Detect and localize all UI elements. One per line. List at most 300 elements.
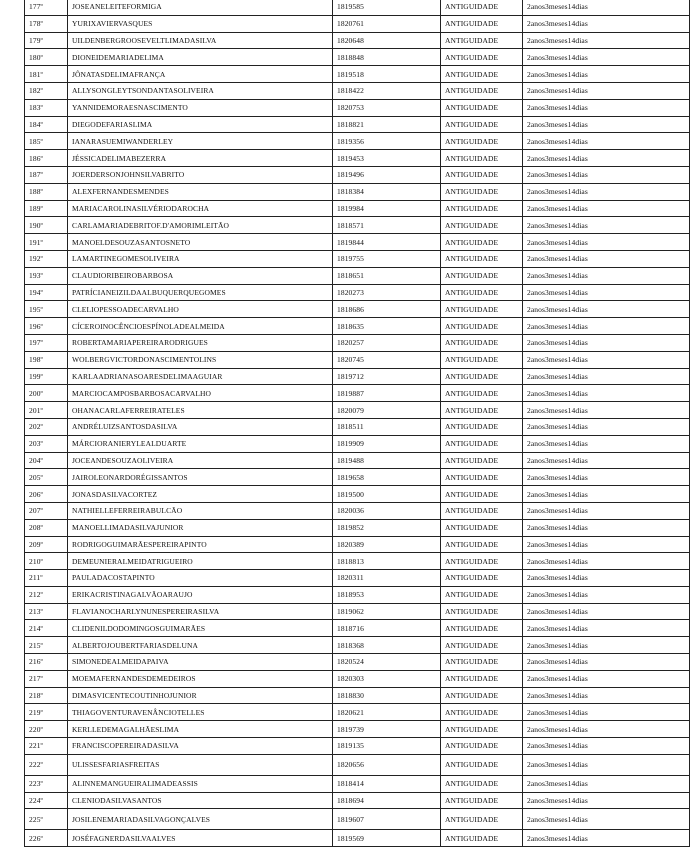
name-cell: ALLYSONGLEYTSONDANTASOLIVEIRA [68, 82, 333, 99]
service-time-cell: 2anos3meses14dias [523, 603, 690, 620]
registration-cell: 1820273 [333, 284, 441, 301]
position-cell: 220º [25, 721, 68, 738]
table-row [25, 250, 690, 267]
name-cell: SIMONEDEALMEIDAPAIVA [68, 654, 333, 671]
registration-cell: 1818635 [333, 318, 441, 335]
registration-cell: 1819496 [333, 166, 441, 183]
table-row [25, 368, 690, 385]
service-time-cell: 2anos3meses14dias [523, 670, 690, 687]
position-cell: 221º [25, 738, 68, 755]
registration-cell: 1819500 [333, 486, 441, 503]
criterion-cell: ANTIGUIDADE [441, 435, 523, 452]
service-time-cell: 2anos3meses14dias [523, 654, 690, 671]
table-row [25, 116, 690, 133]
service-time-cell: 2anos3meses14dias [523, 217, 690, 234]
service-time-cell: 2anos3meses14dias [523, 150, 690, 167]
service-time-cell: 2anos3meses14dias [523, 267, 690, 284]
name-cell: WOLBERGVICTORDONASCIMENTOLINS [68, 351, 333, 368]
criterion-cell: ANTIGUIDADE [441, 133, 523, 150]
service-time-cell: 2anos3meses14dias [523, 15, 690, 32]
registration-cell: 1819607 [333, 809, 441, 830]
criterion-cell: ANTIGUIDADE [441, 15, 523, 32]
table-row [25, 318, 690, 335]
criterion-cell: ANTIGUIDADE [441, 334, 523, 351]
criterion-cell: ANTIGUIDADE [441, 418, 523, 435]
criterion-cell: ANTIGUIDADE [441, 637, 523, 654]
service-time-cell: 2anos3meses14dias [523, 809, 690, 830]
registration-cell: 1819755 [333, 250, 441, 267]
registration-cell: 1818368 [333, 637, 441, 654]
table-row [25, 721, 690, 738]
criterion-cell: ANTIGUIDADE [441, 830, 523, 847]
position-cell: 219º [25, 704, 68, 721]
registration-cell: 1820761 [333, 15, 441, 32]
table-row [25, 553, 690, 570]
service-time-cell: 2anos3meses14dias [523, 738, 690, 755]
table-row [25, 418, 690, 435]
position-cell: 215º [25, 637, 68, 654]
position-cell: 204º [25, 452, 68, 469]
table-row [25, 385, 690, 402]
position-cell: 191º [25, 234, 68, 251]
service-time-cell: 2anos3meses14dias [523, 502, 690, 519]
service-time-cell: 2anos3meses14dias [523, 418, 690, 435]
service-time-cell: 2anos3meses14dias [523, 402, 690, 419]
service-time-cell: 2anos3meses14dias [523, 553, 690, 570]
service-time-cell: 2anos3meses14dias [523, 586, 690, 603]
service-time-cell: 2anos3meses14dias [523, 166, 690, 183]
service-time-cell: 2anos3meses14dias [523, 486, 690, 503]
registration-cell: 1818686 [333, 301, 441, 318]
position-cell: 180º [25, 49, 68, 66]
name-cell: JOSEANELEITEFORMIGA [68, 0, 333, 15]
name-cell: MOEMAFERNANDESDEMEDEIROS [68, 670, 333, 687]
service-time-cell: 2anos3meses14dias [523, 637, 690, 654]
criterion-cell: ANTIGUIDADE [441, 570, 523, 587]
registration-cell: 1820524 [333, 654, 441, 671]
service-time-cell: 2anos3meses14dias [523, 351, 690, 368]
criterion-cell: ANTIGUIDADE [441, 82, 523, 99]
name-cell: CLELIOPESSOADECARVALHO [68, 301, 333, 318]
service-time-cell: 2anos3meses14dias [523, 704, 690, 721]
criterion-cell: ANTIGUIDADE [441, 250, 523, 267]
table-row [25, 334, 690, 351]
service-time-cell: 2anos3meses14dias [523, 183, 690, 200]
table-row [25, 687, 690, 704]
name-cell: JOCEANDESOUZAOLIVEIRA [68, 452, 333, 469]
criterion-cell: ANTIGUIDADE [441, 754, 523, 775]
criterion-cell: ANTIGUIDADE [441, 351, 523, 368]
criterion-cell: ANTIGUIDADE [441, 809, 523, 830]
service-time-cell: 2anos3meses14dias [523, 0, 690, 15]
criterion-cell: ANTIGUIDADE [441, 502, 523, 519]
criterion-cell: ANTIGUIDADE [441, 519, 523, 536]
criterion-cell: ANTIGUIDADE [441, 654, 523, 671]
registration-cell: 1818651 [333, 267, 441, 284]
table-row [25, 66, 690, 83]
registration-cell: 1820311 [333, 570, 441, 587]
service-time-cell: 2anos3meses14dias [523, 792, 690, 809]
criterion-cell: ANTIGUIDADE [441, 385, 523, 402]
name-cell: IANARASUEMIWANDERLEY [68, 133, 333, 150]
name-cell: YURIXAVIERVASQUES [68, 15, 333, 32]
position-cell: 210º [25, 553, 68, 570]
service-time-cell: 2anos3meses14dias [523, 775, 690, 792]
position-cell: 223º [25, 775, 68, 792]
table-row [25, 402, 690, 419]
position-cell: 224º [25, 792, 68, 809]
name-cell: MANOELDESOUZASANTOSNETO [68, 234, 333, 251]
service-time-cell: 2anos3meses14dias [523, 469, 690, 486]
registration-cell: 1820745 [333, 351, 441, 368]
position-cell: 202º [25, 418, 68, 435]
registration-cell: 1819518 [333, 66, 441, 83]
service-time-cell: 2anos3meses14dias [523, 66, 690, 83]
service-time-cell: 2anos3meses14dias [523, 318, 690, 335]
registration-cell: 1819585 [333, 0, 441, 15]
position-cell: 214º [25, 620, 68, 637]
table-row [25, 99, 690, 116]
position-cell: 198º [25, 351, 68, 368]
table-row [25, 654, 690, 671]
service-time-cell: 2anos3meses14dias [523, 519, 690, 536]
service-time-cell: 2anos3meses14dias [523, 301, 690, 318]
table-row [25, 830, 690, 847]
registration-cell: 1818511 [333, 418, 441, 435]
table-row [25, 267, 690, 284]
service-time-cell: 2anos3meses14dias [523, 385, 690, 402]
criterion-cell: ANTIGUIDADE [441, 150, 523, 167]
table-row [25, 519, 690, 536]
service-time-cell: 2anos3meses14dias [523, 234, 690, 251]
name-cell: DIONEIDEMARIADELIMA [68, 49, 333, 66]
criterion-cell: ANTIGUIDADE [441, 687, 523, 704]
table-row [25, 792, 690, 809]
table-row [25, 486, 690, 503]
criterion-cell: ANTIGUIDADE [441, 99, 523, 116]
registration-cell: 1820656 [333, 754, 441, 775]
service-time-cell: 2anos3meses14dias [523, 435, 690, 452]
registration-cell: 1819135 [333, 738, 441, 755]
table-row [25, 284, 690, 301]
registration-cell: 1818571 [333, 217, 441, 234]
criterion-cell: ANTIGUIDADE [441, 32, 523, 49]
registration-cell: 1819984 [333, 200, 441, 217]
criterion-cell: ANTIGUIDADE [441, 486, 523, 503]
registration-cell: 1819887 [333, 385, 441, 402]
position-cell: 205º [25, 469, 68, 486]
criterion-cell: ANTIGUIDADE [441, 620, 523, 637]
criterion-cell: ANTIGUIDADE [441, 234, 523, 251]
table-row [25, 603, 690, 620]
table-row [25, 738, 690, 755]
criterion-cell: ANTIGUIDADE [441, 586, 523, 603]
name-cell: CLENIODASILVASANTOS [68, 792, 333, 809]
position-cell: 185º [25, 133, 68, 150]
registration-cell: 1818953 [333, 586, 441, 603]
name-cell: ALBERTOJOUBERTFARIASDELUNA [68, 637, 333, 654]
table-row [25, 301, 690, 318]
service-time-cell: 2anos3meses14dias [523, 368, 690, 385]
service-time-cell: 2anos3meses14dias [523, 32, 690, 49]
name-cell: JOERDERSONJOHNSILVABRITO [68, 166, 333, 183]
table-row [25, 704, 690, 721]
table-row [25, 570, 690, 587]
name-cell: NATHIELLEFERREIRABULCÃO [68, 502, 333, 519]
table-row [25, 166, 690, 183]
name-cell: JOSILENEMARIADASILVAGONÇALVES [68, 809, 333, 830]
position-cell: 207º [25, 502, 68, 519]
table-row [25, 620, 690, 637]
registration-cell: 1820079 [333, 402, 441, 419]
name-cell: ALEXFERNANDESMENDES [68, 183, 333, 200]
position-cell: 225º [25, 809, 68, 830]
name-cell: JÉSSICADELIMABEZERRA [68, 150, 333, 167]
criterion-cell: ANTIGUIDADE [441, 603, 523, 620]
name-cell: DIMASVICENTECOUTINHOJUNIOR [68, 687, 333, 704]
service-time-cell: 2anos3meses14dias [523, 250, 690, 267]
name-cell: YANNIDEMORAESNASCIMENTO [68, 99, 333, 116]
registration-cell: 1820036 [333, 502, 441, 519]
service-time-cell: 2anos3meses14dias [523, 82, 690, 99]
criterion-cell: ANTIGUIDADE [441, 301, 523, 318]
position-cell: 179º [25, 32, 68, 49]
position-cell: 226º [25, 830, 68, 847]
position-cell: 206º [25, 486, 68, 503]
position-cell: 182º [25, 82, 68, 99]
table-row [25, 217, 690, 234]
position-cell: 178º [25, 15, 68, 32]
registration-cell: 1820753 [333, 99, 441, 116]
registration-cell: 1820389 [333, 536, 441, 553]
name-cell: JÔNATASDELIMAFRANÇA [68, 66, 333, 83]
criterion-cell: ANTIGUIDADE [441, 792, 523, 809]
table-row [25, 502, 690, 519]
table-row [25, 49, 690, 66]
table-row [25, 435, 690, 452]
table-row [25, 200, 690, 217]
registration-cell: 1819852 [333, 519, 441, 536]
table-row [25, 15, 690, 32]
position-cell: 212º [25, 586, 68, 603]
position-cell: 201º [25, 402, 68, 419]
table-row [25, 775, 690, 792]
registration-cell: 1818422 [333, 82, 441, 99]
service-time-cell: 2anos3meses14dias [523, 620, 690, 637]
registration-cell: 1819909 [333, 435, 441, 452]
name-cell: ALINNEMANGUEIRALIMADEASSIS [68, 775, 333, 792]
criterion-cell: ANTIGUIDADE [441, 553, 523, 570]
criterion-cell: ANTIGUIDADE [441, 284, 523, 301]
registration-cell: 1819739 [333, 721, 441, 738]
service-time-cell: 2anos3meses14dias [523, 721, 690, 738]
table-row [25, 670, 690, 687]
position-cell: 193º [25, 267, 68, 284]
criterion-cell: ANTIGUIDADE [441, 402, 523, 419]
position-cell: 188º [25, 183, 68, 200]
table-row [25, 150, 690, 167]
table-row [25, 637, 690, 654]
table-row [25, 0, 690, 15]
name-cell: OHANACARLAFERREIRATELES [68, 402, 333, 419]
criterion-cell: ANTIGUIDADE [441, 738, 523, 755]
service-time-cell: 2anos3meses14dias [523, 200, 690, 217]
name-cell: MANOELLIMADASILVAJUNIOR [68, 519, 333, 536]
criterion-cell: ANTIGUIDADE [441, 721, 523, 738]
registration-cell: 1819356 [333, 133, 441, 150]
position-cell: 177º [25, 0, 68, 15]
criterion-cell: ANTIGUIDADE [441, 183, 523, 200]
table-row [25, 586, 690, 603]
position-cell: 181º [25, 66, 68, 83]
table-row [25, 234, 690, 251]
position-cell: 203º [25, 435, 68, 452]
registration-cell: 1819062 [333, 603, 441, 620]
position-cell: 199º [25, 368, 68, 385]
registration-cell: 1818716 [333, 620, 441, 637]
table-row [25, 183, 690, 200]
criterion-cell: ANTIGUIDADE [441, 318, 523, 335]
name-cell: UILDENBERGROOSEVELTLIMADASILVA [68, 32, 333, 49]
registration-cell: 1819658 [333, 469, 441, 486]
name-cell: CÍCEROINOCÊNCIOESPÍNOLADEALMEIDA [68, 318, 333, 335]
registration-cell: 1818830 [333, 687, 441, 704]
name-cell: JOSÉFAGNERDASILVAALVES [68, 830, 333, 847]
registration-cell: 1819844 [333, 234, 441, 251]
service-time-cell: 2anos3meses14dias [523, 133, 690, 150]
position-cell: 183º [25, 99, 68, 116]
name-cell: PAULADACOSTAPINTO [68, 570, 333, 587]
name-cell: ULISSESFARIASFREITAS [68, 754, 333, 775]
criterion-cell: ANTIGUIDADE [441, 670, 523, 687]
position-cell: 217º [25, 670, 68, 687]
table-row [25, 469, 690, 486]
name-cell: RODRIGOGUIMARÃESPEREIRAPINTO [68, 536, 333, 553]
table-row [25, 351, 690, 368]
table-row [25, 754, 690, 775]
table-row [25, 32, 690, 49]
service-time-cell: 2anos3meses14dias [523, 754, 690, 775]
criterion-cell: ANTIGUIDADE [441, 775, 523, 792]
criterion-cell: ANTIGUIDADE [441, 166, 523, 183]
registration-cell: 1819712 [333, 368, 441, 385]
service-time-cell: 2anos3meses14dias [523, 452, 690, 469]
criterion-cell: ANTIGUIDADE [441, 469, 523, 486]
ranking-table [24, 0, 690, 847]
position-cell: 187º [25, 166, 68, 183]
criterion-cell: ANTIGUIDADE [441, 536, 523, 553]
criterion-cell: ANTIGUIDADE [441, 368, 523, 385]
name-cell: PATRÍCIANEIZILDAALBUQUERQUEGOMES [68, 284, 333, 301]
name-cell: ROBERTAMARIAPEREIRARODRIGUES [68, 334, 333, 351]
name-cell: DEMEUNIERALMEIDATRIGUEIRO [68, 553, 333, 570]
ranking-table-body [25, 0, 690, 847]
table-row [25, 809, 690, 830]
name-cell: CLIDENILDODOMINGOSGUIMARÃES [68, 620, 333, 637]
name-cell: FLAVIANOCHARLYNUNESPEREIRASILVA [68, 603, 333, 620]
position-cell: 184º [25, 116, 68, 133]
criterion-cell: ANTIGUIDADE [441, 704, 523, 721]
position-cell: 209º [25, 536, 68, 553]
position-cell: 186º [25, 150, 68, 167]
name-cell: JONASDASILVACORTEZ [68, 486, 333, 503]
service-time-cell: 2anos3meses14dias [523, 334, 690, 351]
service-time-cell: 2anos3meses14dias [523, 116, 690, 133]
registration-cell: 1818813 [333, 553, 441, 570]
name-cell: LAMARTINEGOMESOLIVEIRA [68, 250, 333, 267]
registration-cell: 1819569 [333, 830, 441, 847]
registration-cell: 1818848 [333, 49, 441, 66]
name-cell: MÁRCIORANIERYLEALDUARTE [68, 435, 333, 452]
position-cell: 195º [25, 301, 68, 318]
criterion-cell: ANTIGUIDADE [441, 0, 523, 15]
table-row [25, 536, 690, 553]
name-cell: JAIROLEONARDORÉGISSANTOS [68, 469, 333, 486]
criterion-cell: ANTIGUIDADE [441, 452, 523, 469]
position-cell: 189º [25, 200, 68, 217]
position-cell: 211º [25, 570, 68, 587]
registration-cell: 1818414 [333, 775, 441, 792]
name-cell: FRANCISCOPEREIRADASILVA [68, 738, 333, 755]
registration-cell: 1819453 [333, 150, 441, 167]
position-cell: 208º [25, 519, 68, 536]
name-cell: ANDRÉLUIZSANTOSDASILVA [68, 418, 333, 435]
registration-cell: 1818694 [333, 792, 441, 809]
service-time-cell: 2anos3meses14dias [523, 570, 690, 587]
registration-cell: 1819488 [333, 452, 441, 469]
position-cell: 222º [25, 754, 68, 775]
position-cell: 192º [25, 250, 68, 267]
position-cell: 194º [25, 284, 68, 301]
name-cell: DIEGODEFARIASLIMA [68, 116, 333, 133]
name-cell: KARLAADRIANASOARESDELIMAAGUIAR [68, 368, 333, 385]
name-cell: MARIACAROLINASILVÉRIODAROCHA [68, 200, 333, 217]
table-row [25, 82, 690, 99]
position-cell: 200º [25, 385, 68, 402]
registration-cell: 1818384 [333, 183, 441, 200]
service-time-cell: 2anos3meses14dias [523, 830, 690, 847]
registration-cell: 1820621 [333, 704, 441, 721]
name-cell: CLAUDIORIBEIROBARBOSA [68, 267, 333, 284]
position-cell: 213º [25, 603, 68, 620]
criterion-cell: ANTIGUIDADE [441, 267, 523, 284]
position-cell: 218º [25, 687, 68, 704]
service-time-cell: 2anos3meses14dias [523, 284, 690, 301]
service-time-cell: 2anos3meses14dias [523, 687, 690, 704]
registration-cell: 1820303 [333, 670, 441, 687]
registration-cell: 1820257 [333, 334, 441, 351]
service-time-cell: 2anos3meses14dias [523, 49, 690, 66]
table-row [25, 133, 690, 150]
position-cell: 190º [25, 217, 68, 234]
name-cell: ERIKACRISTINAGALVÃOARAUJO [68, 586, 333, 603]
position-cell: 216º [25, 654, 68, 671]
name-cell: KERLLEDEMAGALHÃESLIMA [68, 721, 333, 738]
name-cell: THIAGOVENTURAVENÂNCIOTELLES [68, 704, 333, 721]
registration-cell: 1818821 [333, 116, 441, 133]
registration-cell: 1820648 [333, 32, 441, 49]
criterion-cell: ANTIGUIDADE [441, 217, 523, 234]
service-time-cell: 2anos3meses14dias [523, 536, 690, 553]
table-row [25, 452, 690, 469]
criterion-cell: ANTIGUIDADE [441, 116, 523, 133]
service-time-cell: 2anos3meses14dias [523, 99, 690, 116]
criterion-cell: ANTIGUIDADE [441, 200, 523, 217]
name-cell: CARLAMARIADEBRITOF.D'AMORIMLEITÃO [68, 217, 333, 234]
criterion-cell: ANTIGUIDADE [441, 66, 523, 83]
name-cell: MARCIOCAMPOSBARBOSACARVALHO [68, 385, 333, 402]
criterion-cell: ANTIGUIDADE [441, 49, 523, 66]
